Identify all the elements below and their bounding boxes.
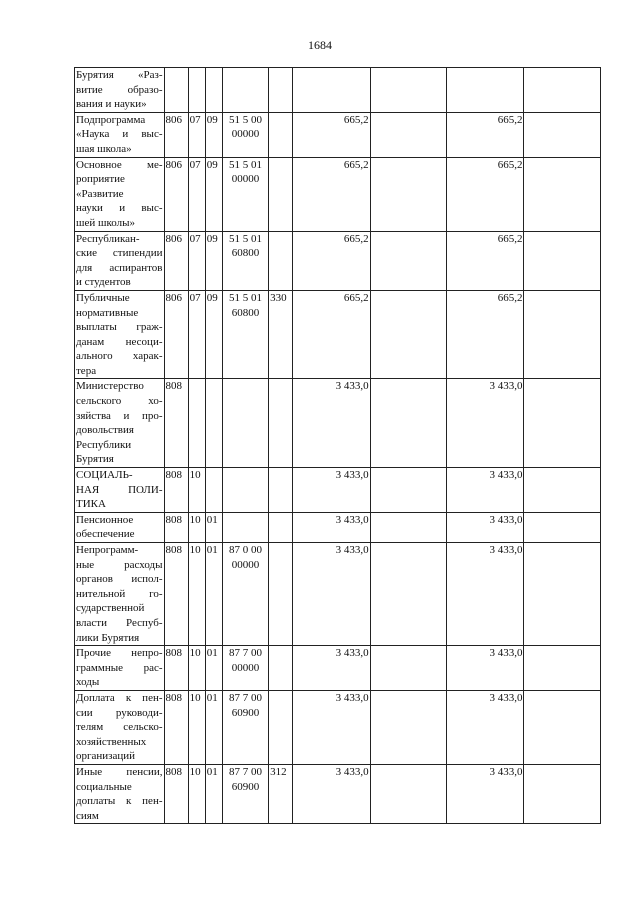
item-name-line: витие образо-	[76, 83, 163, 96]
item-name-cell	[75, 231, 165, 290]
amount-cell-1	[293, 68, 370, 113]
expense-type-cell	[269, 690, 293, 764]
item-name-line: сии руководи-	[76, 706, 163, 719]
amount-cell-1: 3 433,0	[293, 646, 370, 691]
table-row	[75, 290, 601, 379]
subsection-code-cell: 01	[205, 764, 222, 823]
section-code-cell	[188, 68, 205, 113]
subsection-code-cell: 09	[205, 290, 222, 379]
subsection-code-cell: 01	[205, 690, 222, 764]
expense-type-cell: 330	[269, 290, 293, 379]
expense-type-cell	[269, 231, 293, 290]
table-row	[75, 512, 601, 542]
item-name-line: Министерство	[76, 380, 144, 393]
table-row	[75, 690, 601, 764]
target-article-cell	[222, 512, 268, 542]
subsection-code-cell	[205, 68, 222, 113]
amount-cell-2: 3 433,0	[447, 379, 524, 468]
item-name-line: доплаты к пен-	[76, 795, 163, 808]
expense-type-cell	[269, 112, 293, 157]
page-number: 1684	[308, 38, 332, 52]
target-article-cell: 51 5 00 00000	[222, 112, 268, 157]
item-name-line: ального харак-	[76, 350, 163, 363]
amount-cell-empty	[370, 468, 446, 513]
subsection-code-cell: 09	[205, 157, 222, 231]
item-name-cell	[75, 290, 165, 379]
amount-cell-3	[524, 112, 601, 157]
item-name-line: обеспечение	[76, 528, 135, 541]
grbs-code-cell: 806	[164, 231, 188, 290]
amount-cell-empty	[370, 112, 446, 157]
item-name-line: Доплата к пен-	[76, 691, 163, 704]
item-name-line: Иные пенсии,	[76, 765, 163, 778]
amount-cell-1: 3 433,0	[293, 764, 370, 823]
item-name-line: Публичные	[76, 291, 130, 304]
item-name-line: роприятие	[76, 173, 125, 186]
subsection-code-cell	[205, 379, 222, 468]
amount-cell-3	[524, 290, 601, 379]
table-row	[75, 468, 601, 513]
item-name-line: граммные рас-	[76, 661, 163, 674]
item-name-cell	[75, 646, 165, 691]
target-article-cell: 51 5 01 60800	[222, 231, 268, 290]
item-name-line: Бурятия	[76, 453, 114, 466]
item-name-cell	[75, 543, 165, 646]
item-name-line: «Наука и выс-	[76, 128, 163, 141]
item-name-line: лики Бурятия	[76, 631, 140, 644]
item-name-line: нительной го-	[76, 587, 163, 600]
item-name-line: Бурятия «Раз-	[76, 69, 163, 81]
item-name-cell	[75, 157, 165, 231]
table-row	[75, 112, 601, 157]
table-body	[75, 68, 601, 824]
item-name-line: зяйства и про-	[76, 409, 163, 422]
item-name-line: хозяйственных	[76, 735, 147, 748]
item-name-line: нормативные	[76, 306, 139, 319]
amount-cell-1: 665,2	[293, 231, 370, 290]
amount-cell-3	[524, 68, 601, 113]
amount-cell-3	[524, 646, 601, 691]
section-code-cell	[188, 379, 205, 468]
table-row	[75, 543, 601, 646]
item-name-line: науки и выс-	[76, 202, 163, 215]
amount-cell-empty	[370, 512, 446, 542]
item-name-line: органов испол-	[76, 573, 163, 586]
section-code-cell: 10	[188, 764, 205, 823]
item-name-line: для аспирантов	[76, 261, 163, 274]
item-name-cell	[75, 379, 165, 468]
item-name-line: телям сельско-	[76, 721, 163, 734]
subsection-code-cell: 09	[205, 231, 222, 290]
expense-type-cell	[269, 157, 293, 231]
amount-cell-3	[524, 690, 601, 764]
grbs-code-cell: 808	[164, 764, 188, 823]
target-article-cell: 87 7 00 00000	[222, 646, 268, 691]
item-name-line: сударственной	[76, 602, 145, 615]
item-name-cell	[75, 690, 165, 764]
item-name-line: и студентов	[76, 276, 131, 289]
item-name-line: Прочие непро-	[76, 647, 163, 660]
subsection-code-cell: 09	[205, 112, 222, 157]
amount-cell-2: 665,2	[447, 112, 524, 157]
table-row	[75, 764, 601, 823]
table-row	[75, 157, 601, 231]
item-name-line: сиям	[76, 809, 99, 822]
amount-cell-2: 3 433,0	[447, 764, 524, 823]
subsection-code-cell: 01	[205, 512, 222, 542]
amount-cell-3	[524, 231, 601, 290]
amount-cell-3	[524, 512, 601, 542]
item-name-line: шей школы»	[76, 216, 135, 229]
amount-cell-1: 3 433,0	[293, 468, 370, 513]
amount-cell-2: 3 433,0	[447, 646, 524, 691]
item-name-line: Подпрограмма	[76, 113, 146, 126]
item-name-line: социальные	[76, 780, 132, 793]
amount-cell-1: 3 433,0	[293, 512, 370, 542]
expense-type-cell	[269, 468, 293, 513]
budget-table	[74, 67, 601, 824]
item-name-line: Пенсионное	[76, 513, 134, 526]
amount-cell-3	[524, 543, 601, 646]
item-name-cell	[75, 468, 165, 513]
target-article-cell	[222, 468, 268, 513]
section-code-cell: 10	[188, 512, 205, 542]
target-article-cell	[222, 68, 268, 113]
amount-cell-3	[524, 157, 601, 231]
item-name-line: организаций	[76, 750, 136, 763]
item-name-line: вания и науки»	[76, 98, 147, 111]
amount-cell-empty	[370, 646, 446, 691]
amount-cell-3	[524, 764, 601, 823]
expense-type-cell	[269, 379, 293, 468]
amount-cell-3	[524, 379, 601, 468]
grbs-code-cell: 808	[164, 379, 188, 468]
item-name-cell	[75, 512, 165, 542]
amount-cell-3	[524, 468, 601, 513]
item-name-line: выплаты граж-	[76, 321, 163, 334]
amount-cell-2: 665,2	[447, 290, 524, 379]
section-code-cell: 10	[188, 690, 205, 764]
item-name-line: шая школа»	[76, 142, 132, 155]
subsection-code-cell: 01	[205, 646, 222, 691]
item-name-line: ные расходы	[76, 558, 163, 571]
grbs-code-cell: 806	[164, 112, 188, 157]
target-article-cell: 51 5 01 60800	[222, 290, 268, 379]
grbs-code-cell: 808	[164, 468, 188, 513]
amount-cell-empty	[370, 379, 446, 468]
grbs-code-cell: 808	[164, 690, 188, 764]
section-code-cell: 10	[188, 468, 205, 513]
grbs-code-cell	[164, 68, 188, 113]
target-article-cell	[222, 379, 268, 468]
item-name-line: власти Респуб-	[76, 616, 163, 629]
amount-cell-2: 665,2	[447, 231, 524, 290]
amount-cell-empty	[370, 68, 446, 113]
item-name-line: Основное ме-	[76, 158, 163, 171]
amount-cell-1: 665,2	[293, 290, 370, 379]
expense-type-cell	[269, 512, 293, 542]
expense-type-cell	[269, 646, 293, 691]
grbs-code-cell: 806	[164, 157, 188, 231]
amount-cell-1: 3 433,0	[293, 543, 370, 646]
amount-cell-2: 665,2	[447, 157, 524, 231]
item-name-line: ходы	[76, 676, 100, 689]
item-name-line: данам несоци-	[76, 335, 163, 348]
amount-cell-2: 3 433,0	[447, 690, 524, 764]
item-name-cell	[75, 112, 165, 157]
section-code-cell: 07	[188, 290, 205, 379]
item-name-line: Республикан-	[76, 232, 140, 245]
amount-cell-2: 3 433,0	[447, 468, 524, 513]
amount-cell-2: 3 433,0	[447, 512, 524, 542]
target-article-cell: 87 7 00 60900	[222, 764, 268, 823]
section-code-cell: 07	[188, 157, 205, 231]
expense-type-cell	[269, 68, 293, 113]
amount-cell-2: 3 433,0	[447, 543, 524, 646]
item-name-line: ТИКА	[76, 498, 106, 511]
expense-type-cell: 312	[269, 764, 293, 823]
target-article-cell: 87 0 00 00000	[222, 543, 268, 646]
amount-cell-empty	[370, 764, 446, 823]
section-code-cell: 07	[188, 231, 205, 290]
subsection-code-cell	[205, 468, 222, 513]
amount-cell-1: 665,2	[293, 157, 370, 231]
grbs-code-cell: 808	[164, 512, 188, 542]
grbs-code-cell: 808	[164, 646, 188, 691]
subsection-code-cell: 01	[205, 543, 222, 646]
table-row	[75, 379, 601, 468]
target-article-cell: 51 5 01 00000	[222, 157, 268, 231]
item-name-line: «Развитие	[76, 187, 124, 200]
item-name-line: Республики	[76, 438, 132, 451]
grbs-code-cell: 806	[164, 290, 188, 379]
amount-cell-1: 3 433,0	[293, 379, 370, 468]
expense-type-cell	[269, 543, 293, 646]
item-name-line: НАЯ ПОЛИ-	[76, 483, 163, 496]
item-name-line: тера	[76, 364, 97, 377]
item-name-line: ские стипендии	[76, 247, 163, 260]
amount-cell-empty	[370, 290, 446, 379]
table-row	[75, 646, 601, 691]
item-name-line: Непрограмм-	[76, 544, 139, 556]
item-name-line: довольствия	[76, 424, 134, 437]
amount-cell-empty	[370, 231, 446, 290]
grbs-code-cell: 808	[164, 543, 188, 646]
amount-cell-empty	[370, 690, 446, 764]
target-article-cell: 87 7 00 60900	[222, 690, 268, 764]
item-name-cell	[75, 68, 165, 113]
section-code-cell: 07	[188, 112, 205, 157]
section-code-cell: 10	[188, 543, 205, 646]
amount-cell-empty	[370, 543, 446, 646]
item-name-line: СОЦИАЛЬ-	[76, 469, 133, 482]
amount-cell-2	[447, 68, 524, 113]
amount-cell-1: 3 433,0	[293, 690, 370, 764]
item-name-cell	[75, 764, 165, 823]
amount-cell-1: 665,2	[293, 112, 370, 157]
amount-cell-empty	[370, 157, 446, 231]
table-row	[75, 68, 601, 113]
item-name-line: сельского хо-	[76, 395, 163, 408]
section-code-cell: 10	[188, 646, 205, 691]
table-row	[75, 231, 601, 290]
